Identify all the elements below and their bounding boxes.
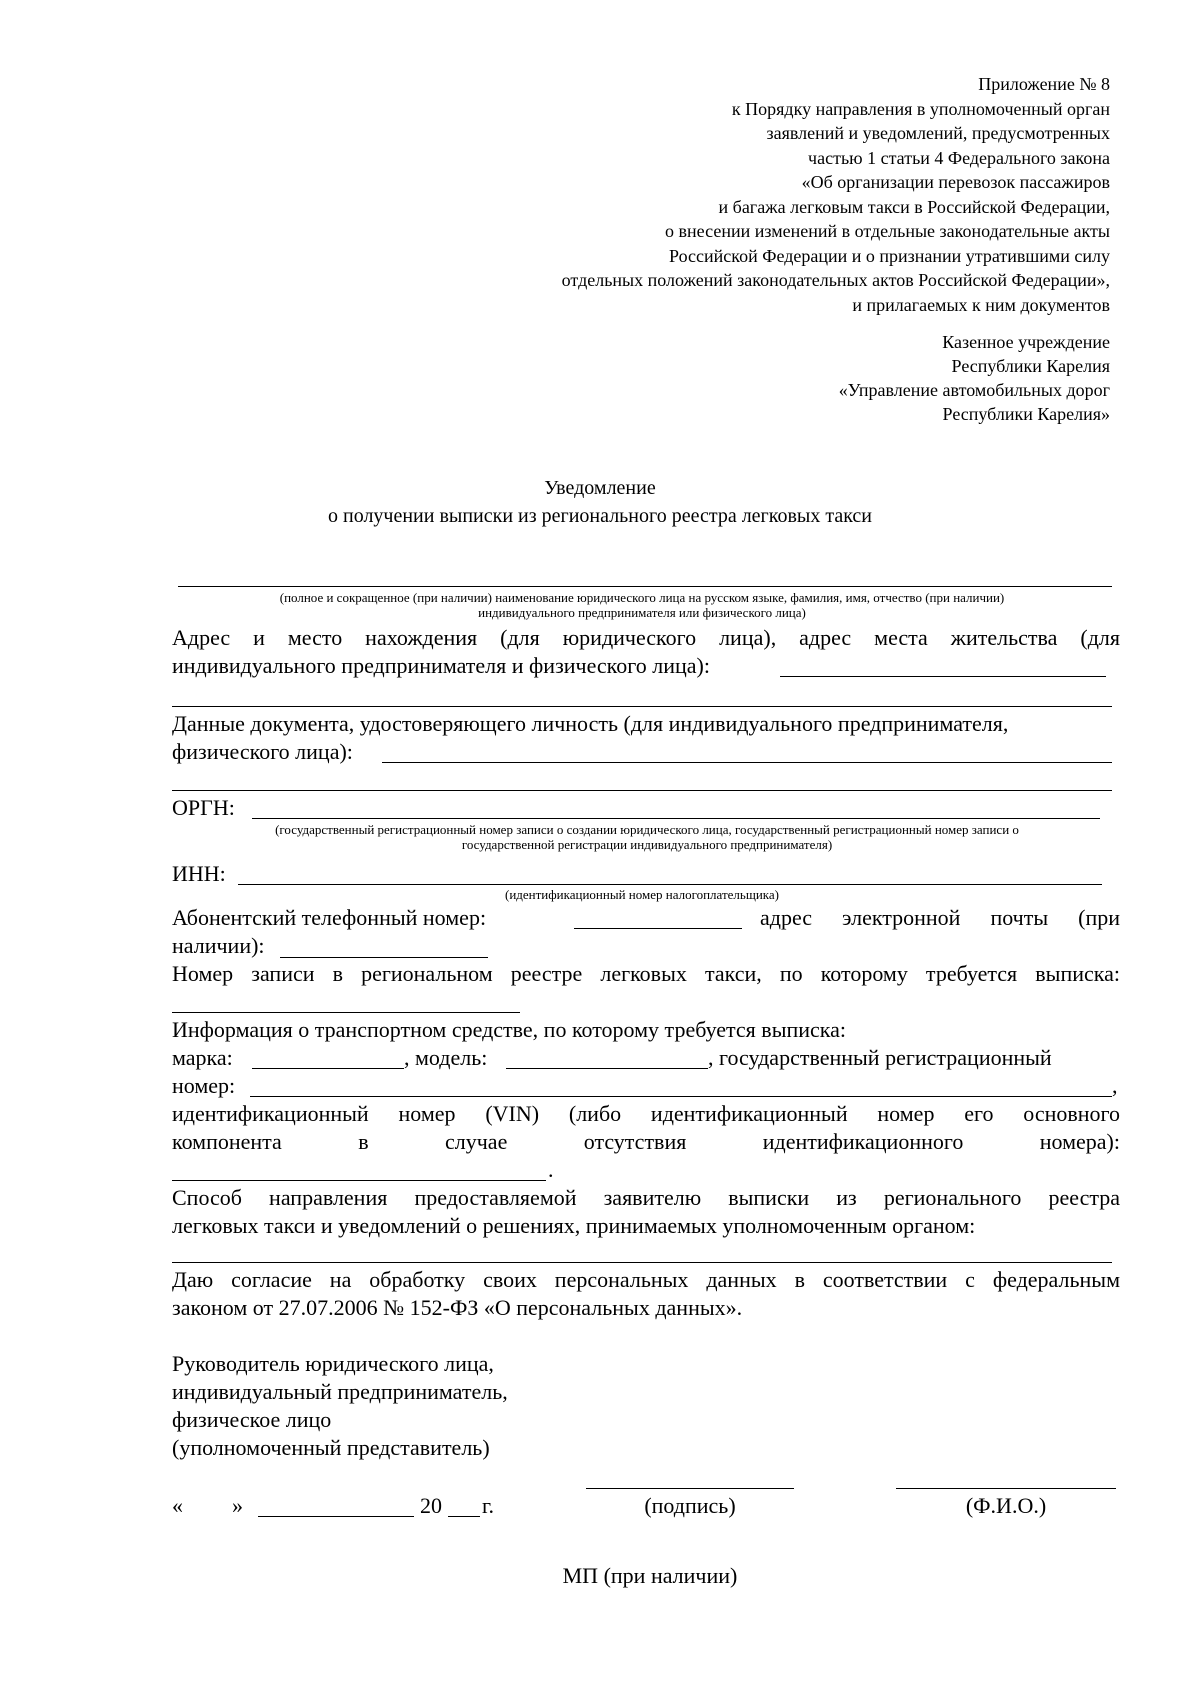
fio-label: (Ф.И.О.) — [965, 1493, 1047, 1518]
appendix-line: отдельных положений законодательных актов Российской Федерации», — [561, 270, 1110, 290]
title-line-1: Уведомление — [544, 477, 656, 499]
vehicle-label: Информация о транспортном средстве, по которому требуется выписка: — [172, 1017, 847, 1042]
signer-line: Руководитель юридического лица, — [172, 1351, 494, 1376]
appendix-line: и прилагаемых к ним документов — [852, 294, 1110, 315]
applicant-name-hint — [172, 590, 1112, 620]
hint-line: (государственный регистрационный номер записи о создании юридического лица, государственный регистрационный номер записи о — [275, 822, 1019, 837]
signer-line: физическое лицо — [172, 1407, 332, 1432]
stamp-label: МП (при наличии) — [562, 1563, 738, 1588]
addressee-line: Республики Карелия» — [942, 404, 1110, 424]
phone-field[interactable] — [574, 928, 742, 929]
signer-line: индивидуальный предприниматель, — [172, 1379, 508, 1404]
date-year-field[interactable] — [448, 1516, 480, 1517]
addressee-line: Республики Карелия — [951, 356, 1110, 376]
inn-field[interactable] — [238, 884, 1102, 885]
appendix-line: «Об организации перевозок пассажиров — [801, 172, 1110, 192]
phone-label: Абонентский телефонный номер: — [172, 905, 487, 930]
number-label: номер: — [172, 1073, 236, 1098]
appendix-line: и багажа легковым такси в Российской Федерации, — [718, 196, 1110, 217]
consent-line-2: законом от 27.07.2006 № 152-ФЗ «О персональных данных». — [172, 1295, 743, 1320]
signer-block — [172, 1350, 672, 1462]
vin-field[interactable] — [172, 1180, 546, 1181]
email-field[interactable] — [280, 957, 488, 958]
id-doc-field-line[interactable] — [172, 790, 1112, 791]
address-line-2: индивидуального предпринимателя и физического лица): — [172, 653, 710, 678]
appendix-line: к Порядку направления в уполномоченный орган — [731, 98, 1110, 119]
reg-number-field[interactable] — [250, 1096, 1112, 1097]
ogrn-hint — [172, 822, 1122, 852]
applicant-name-field[interactable] — [178, 586, 1112, 587]
id-doc-line-1: Данные документа, удостоверяющего личность (для индивидуального предпринимателя, — [172, 711, 1009, 736]
period: . — [548, 1157, 554, 1182]
appendix-line: частью 1 статьи 4 Федерального закона — [808, 147, 1110, 168]
model-field[interactable] — [506, 1068, 708, 1069]
date-year-suffix: г. — [482, 1493, 495, 1518]
id-doc-line-2: физического лица): — [172, 739, 353, 764]
email-label-cont: наличии): — [172, 933, 265, 958]
record-label: Номер записи в региональном реестре легковых такси, по которому требуется выписка: — [172, 961, 1120, 986]
date-quote-open: « — [172, 1493, 183, 1518]
address-field-line[interactable] — [172, 706, 1112, 707]
appendix-line: заявлений и уведомлений, предусмотренных — [766, 123, 1110, 143]
model-label: , модель: — [404, 1045, 488, 1070]
method-field[interactable] — [172, 1262, 1112, 1263]
date-quote-close: » — [232, 1493, 243, 1518]
vin-line-1: идентификационный номер (VIN) (либо идентификационный номер его основного — [172, 1101, 1120, 1126]
signature-field[interactable] — [586, 1488, 794, 1489]
fio-field[interactable] — [896, 1488, 1116, 1489]
ogrn-field[interactable] — [252, 818, 1100, 819]
date-month-field[interactable] — [258, 1516, 414, 1517]
signer-line: (уполномоченный представитель) — [172, 1435, 490, 1460]
inn-hint: (идентификационный номер налогоплательщика) — [504, 887, 780, 902]
address-line-1: Адрес и место нахождения (для юридического лица), адрес места жительства (для — [172, 625, 1120, 650]
email-label: адрес электронной почты (при — [760, 905, 1120, 930]
addressee-block — [610, 330, 1110, 426]
brand-field[interactable] — [252, 1068, 404, 1069]
consent-line-1: Даю согласие на обработку своих персональных данных в соответствии с федеральным — [172, 1267, 1120, 1292]
date-year-prefix: 20 — [420, 1493, 442, 1518]
appendix-line: Приложение № 8 — [978, 74, 1110, 94]
comma: , — [1112, 1073, 1118, 1098]
hint-line: (полное и сокращенное (при наличии) наименование юридического лица на русском языке, фамилия, имя, отчество (при наличии) — [279, 590, 1005, 605]
vin-line-2: компонента в случае отсутствия идентификационного номера): — [172, 1129, 1120, 1154]
signature-label: (подпись) — [644, 1493, 736, 1518]
method-line-2: легковых такси и уведомлений о решениях, принимаемых уполномоченным органом: — [172, 1213, 976, 1238]
title-line-2: о получении выписки из регионального реестра легковых такси — [328, 505, 872, 527]
hint-line: государственной регистрации индивидуального предпринимателя) — [461, 837, 833, 852]
appendix-line: о внесении изменений в отдельные законодательные акты — [665, 221, 1110, 241]
reg-number-label: , государственный регистрационный — [708, 1045, 1052, 1070]
method-line-1: Способ направления предоставляемой заявителю выписки из регионального реестра — [172, 1185, 1120, 1210]
addressee-line: Казенное учреждение — [942, 332, 1110, 352]
address-field-inline[interactable] — [780, 676, 1106, 677]
record-field[interactable] — [172, 1012, 520, 1013]
addressee-line: «Управление автомобильных дорог — [838, 380, 1110, 400]
inn-label: ИНН: — [172, 861, 226, 886]
hint-line: индивидуального предпринимателя или физического лица) — [478, 605, 806, 620]
brand-label: марка: — [172, 1045, 233, 1070]
ogrn-label: ОРГН: — [172, 795, 235, 820]
appendix-line: Российской Федерации и о признании утратившими силу — [669, 245, 1110, 266]
document-title — [0, 474, 1200, 530]
id-doc-field-inline[interactable] — [382, 762, 1112, 763]
appendix-header — [390, 72, 1110, 317]
